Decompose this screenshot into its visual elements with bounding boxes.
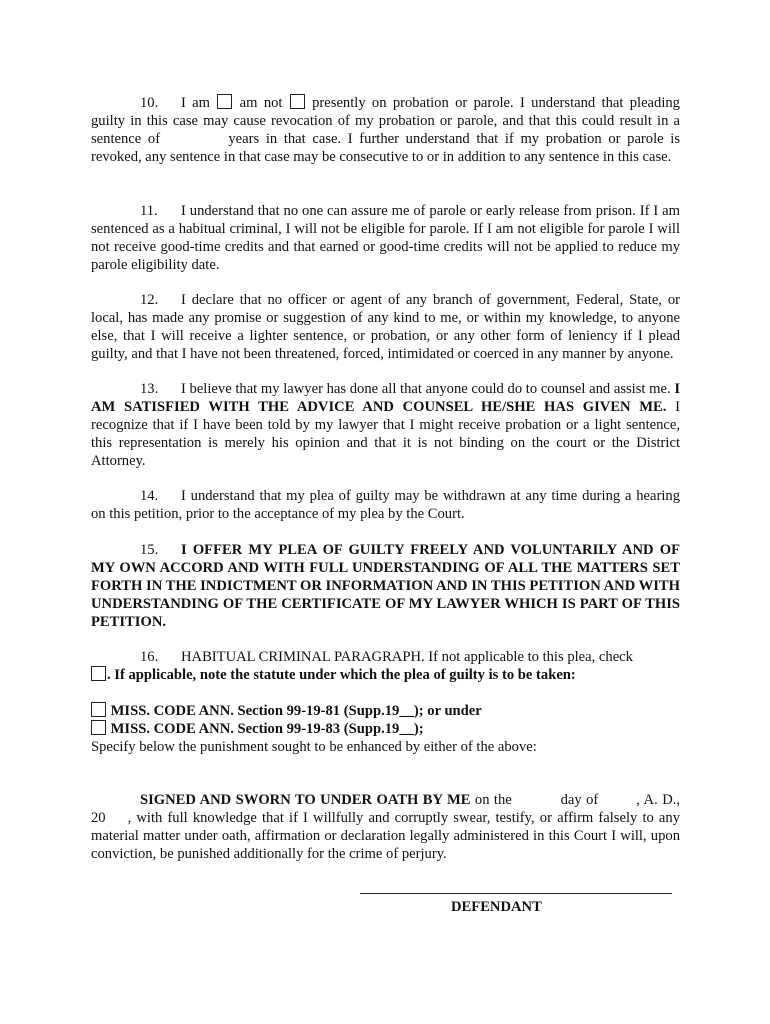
paragraph-13-text-a: I believe that my lawyer has done all that anyone could do to counsel and assist me. — [181, 381, 671, 397]
paragraph-16 — [91, 648, 680, 684]
day-of-label: day of — [560, 792, 599, 808]
statute-options — [91, 702, 680, 756]
habitual-criminal-text: HABITUAL CRIMINAL PARAGRAPH. If not applicable to this plea, check — [181, 649, 633, 665]
paragraph-number: 16. — [140, 649, 159, 665]
paragraph-14 — [91, 487, 680, 523]
paragraph-number: 13. — [140, 381, 159, 397]
paragraph-15-text: I OFFER MY PLEA OF GUILTY FREELY AND VOLUNTARILY AND OF MY OWN ACCORD AND WITH FULL UNDERSTANDING OF ALL THE MATTERS SET FORTH IN THE INDICTMENT OR INFORMATION AND IN THIS PETITION AND WITH UNDERSTANDING OF THE CERTIFICATE OF MY LAWYER WHICH IS PART OF THIS PETITION. — [91, 542, 680, 630]
not-applicable-checkbox[interactable] — [91, 666, 106, 681]
oath-text: , with full knowledge that if I willfully and corruptly swear, testify, or affirm falsely to any material matter under oath, affirmation or declaration legally administered in this Court I will, upon conviction, be punished additionally for the crime of perjury. — [91, 810, 680, 862]
paragraph-number: 14. — [140, 488, 159, 504]
paragraph-number: 10. — [140, 95, 159, 111]
paragraph-10-text-a: presently on probation or parole. I understand that pleading guilty in this case may cause revocation of my probation or parole, and that this could result in a sentence of — [91, 95, 680, 147]
satisfied-statement: I AM SATISFIED WITH THE ADVICE AND COUNSEL HE/SHE HAS GIVEN ME. — [91, 381, 680, 415]
paragraph-15 — [91, 541, 680, 631]
paragraph-number: 12. — [140, 292, 159, 308]
defendant-label: DEFENDANT — [451, 899, 542, 915]
am-not-label: am not — [239, 95, 283, 111]
am-not-checkbox[interactable] — [290, 94, 305, 109]
paragraph-10 — [91, 94, 680, 166]
paragraph-number: 11. — [140, 203, 158, 219]
oath-paragraph — [91, 791, 680, 863]
section-83-label: MISS. CODE ANN. Section 99-19-83 (Supp.19__); — [110, 721, 424, 737]
paragraph-11 — [91, 202, 680, 274]
paragraph-12-text: I declare that no officer or agent of any branch of government, Federal, State, or local, has made any promise or suggestion of any kind to me, or within my knowledge, to anyone else, that I will receive a lighter sentence, or probation, or any other form of leniency if I plead guilty, and that I have not been threatened, forced, intimidated or coerced in any manner by anyone. — [91, 292, 680, 362]
paragraph-number: 15. — [140, 542, 159, 558]
section-83-checkbox[interactable] — [91, 720, 106, 735]
paragraph-10-text-b: years in that case. I further understand that if my probation or parole is revoked, any sentence in that case may be consecutive to or in addition to any sentence in this case. — [91, 131, 680, 165]
i-am-label: I am — [181, 95, 211, 111]
specify-punishment-text: Specify below the punishment sought to be enhanced by either of the above: — [91, 739, 537, 755]
paragraph-13 — [91, 380, 680, 470]
statute-instruction: . If applicable, note the statute under which the plea of guilty is to be taken: — [107, 667, 576, 683]
year-label: D., 20 — [91, 792, 681, 826]
oath-heading: SIGNED AND SWORN TO UNDER OATH BY ME — [140, 792, 471, 808]
paragraph-14-text: I understand that my plea of guilty may be withdrawn at any time during a hearing on this petition, prior to the acceptance of my plea by the Court. — [91, 488, 680, 522]
paragraph-12 — [91, 291, 680, 363]
section-81-label: MISS. CODE ANN. Section 99-19-81 (Supp.19__); or under — [110, 703, 482, 719]
ad-label: , A. — [636, 792, 658, 808]
i-am-checkbox[interactable] — [217, 94, 232, 109]
signature-line[interactable] — [360, 893, 672, 894]
on-the-label: on the — [474, 792, 512, 808]
section-81-checkbox[interactable] — [91, 702, 106, 717]
paragraph-13-text-b: I recognize that if I have been told by my lawyer that I might receive probation or a light sentence, this representation is merely his opinion and that it is not binding on the court or the District Attorney. — [91, 399, 680, 469]
paragraph-11-text: I understand that no one can assure me of parole or early release from prison. If I am sentenced as a habitual criminal, I will not be eligible for parole. If I am not eligible for parole I will not receive good-time credits and that earned or good-time credits will not be applied to reduce my parole eligibility date. — [91, 203, 680, 273]
